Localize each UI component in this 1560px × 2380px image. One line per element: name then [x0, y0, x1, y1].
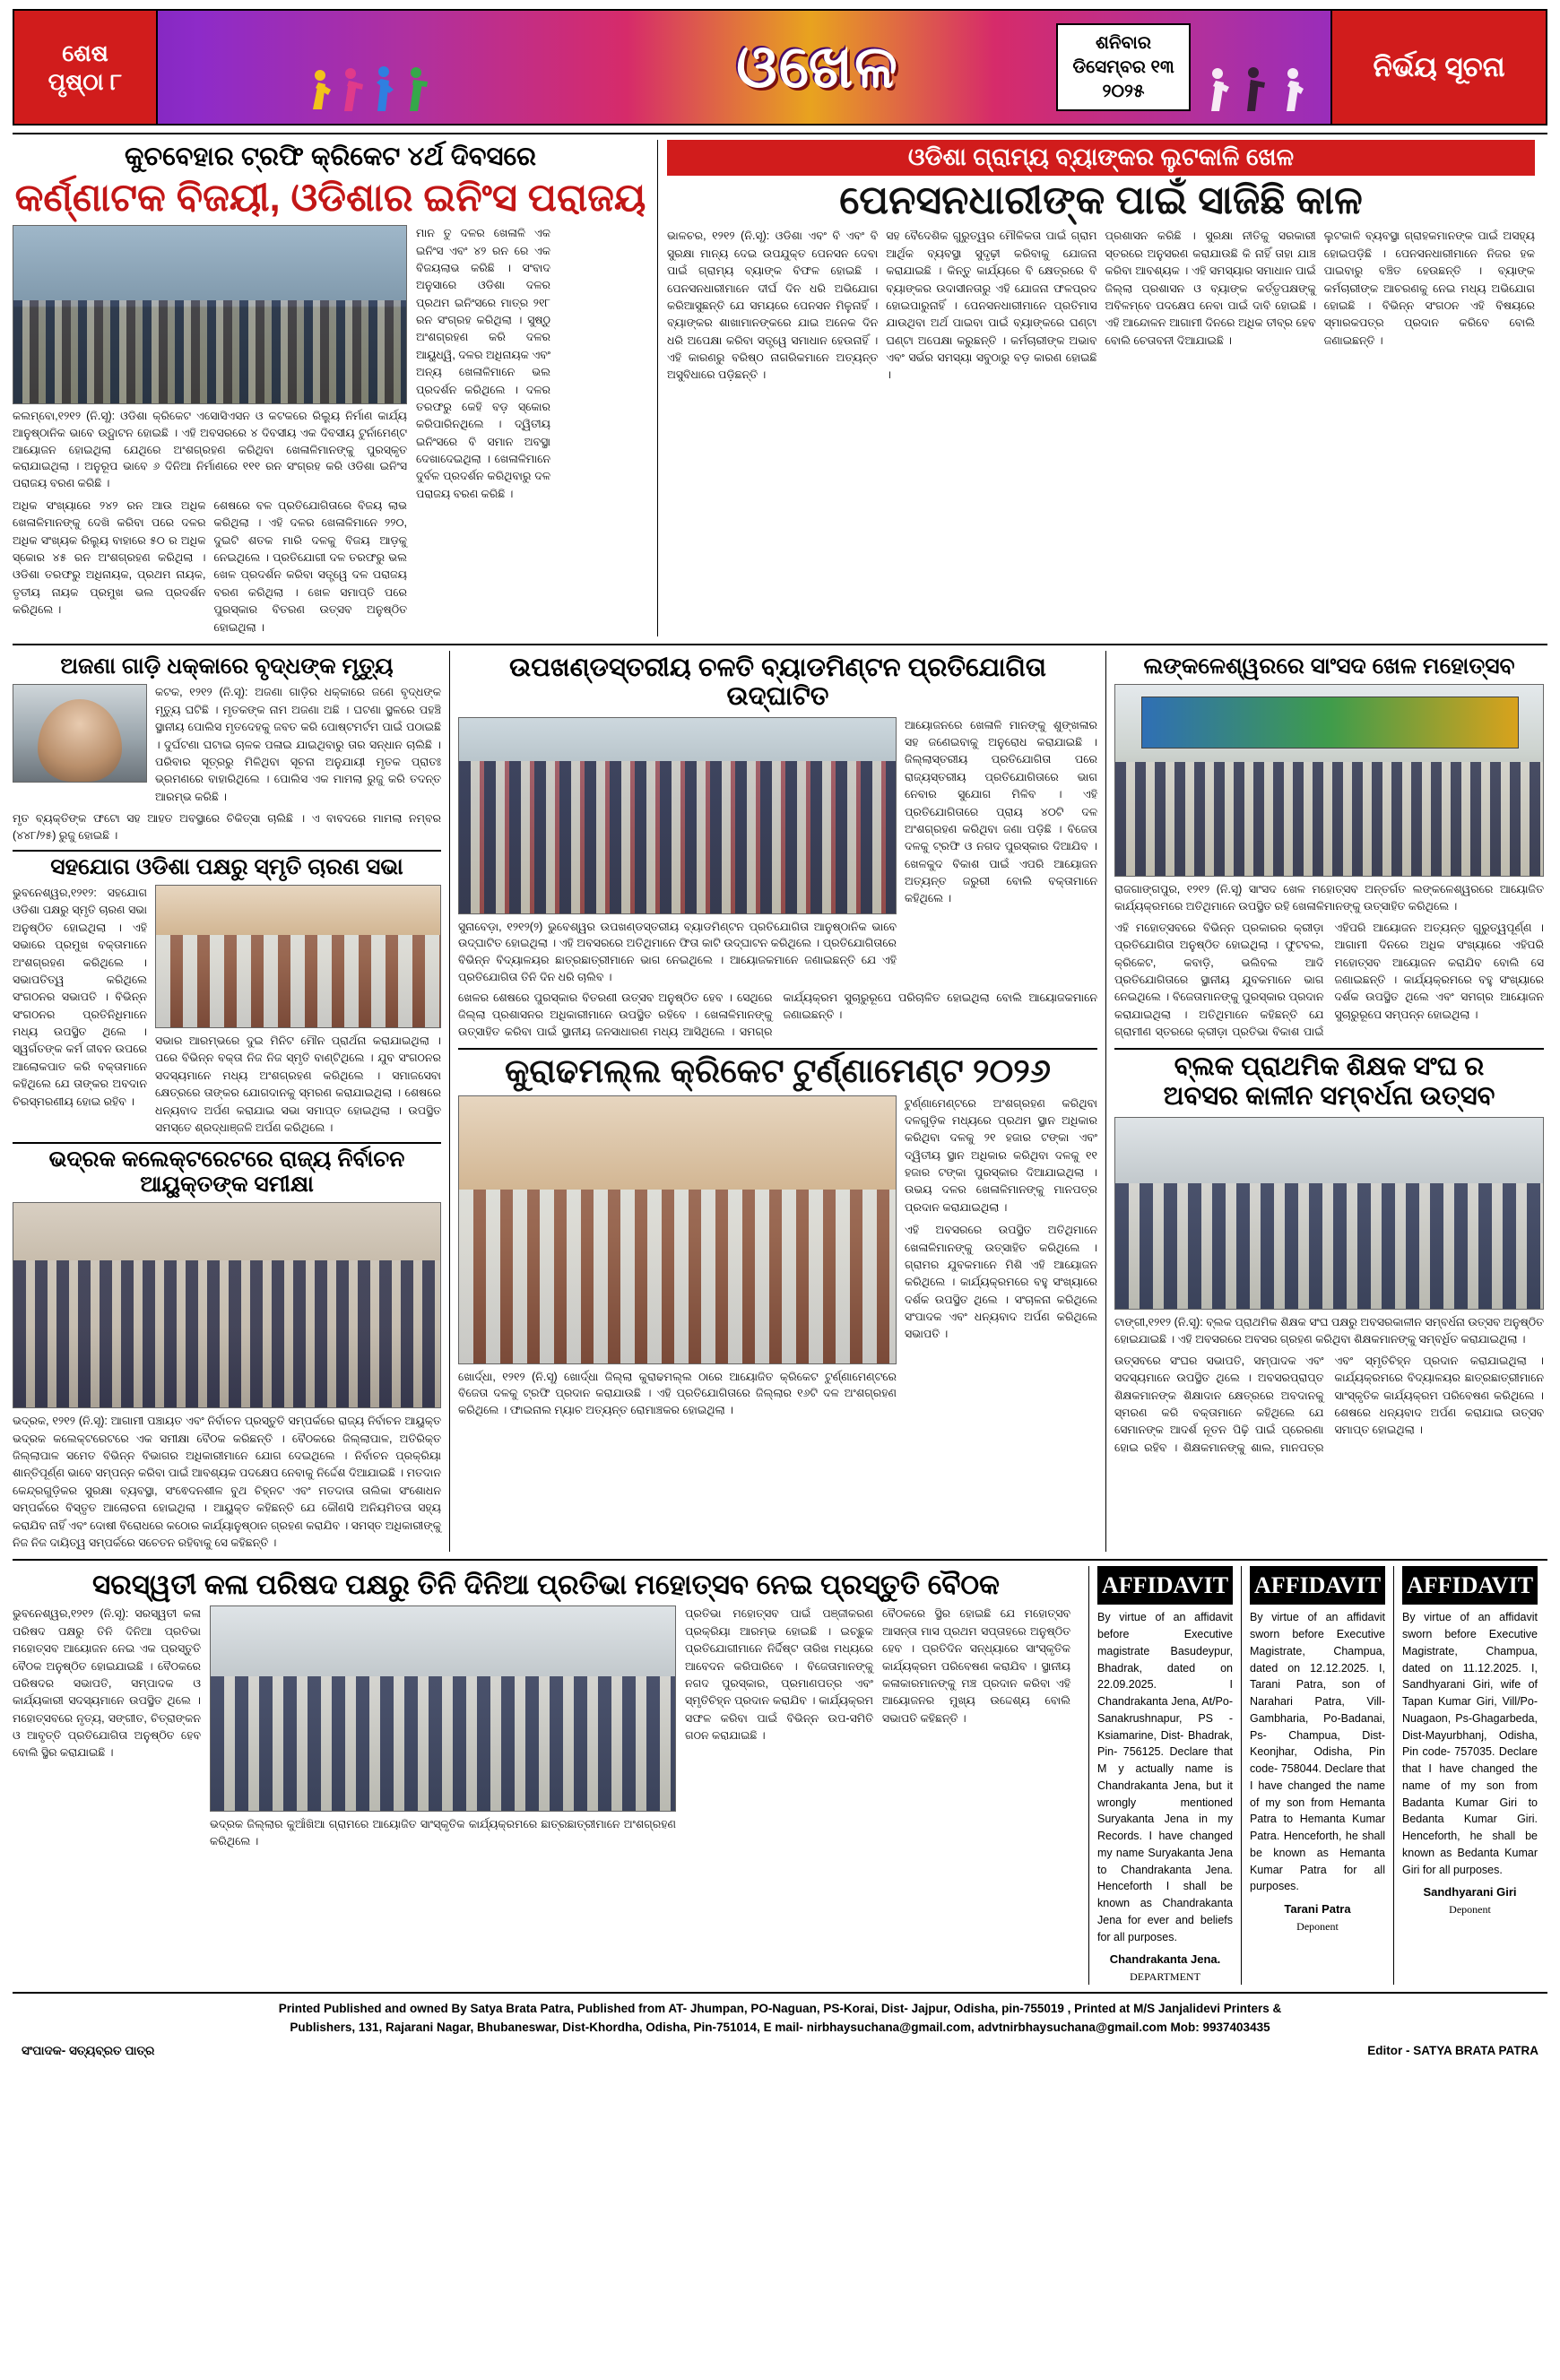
affidavit-2-deponent: Deponent	[1296, 1919, 1339, 1933]
culture-story	[13, 1566, 1088, 1985]
mp-sports-photo	[1114, 684, 1544, 877]
memorial-text-col1: ଭୁବନେଶ୍ୱର,୧୨୧୨: ସହଯୋଗ ଓଡିଶା ପକ୍ଷରୁ ସ୍ମୃତି ଚାରଣ ସଭା ଅନୁଷ୍ଠିତ ହୋଇଥିଲା । ଏହି ସଭାରେ ପ୍ରମୁଖ ବକ୍ତାମାନେ ଅଂଶଗ୍ରହଣ କରିଥିଲେ । ସଭାପତିତ୍ୱ କରିଥିଲେ ସଂଗଠନର ସଭାପତି । ବିଭିନ୍ନ ସଂଗଠନର ପ୍ରତିନିଧିମାନେ ମଧ୍ୟ ଉପସ୍ଥିତ ଥିଲେ । ସ୍ୱର୍ଗତଙ୍କ କର୍ମ ଜୀବନ ଉପରେ ଆଲୋକପାତ କରି ବକ୍ତାମାନେ କହିଥିଲେ ଯେ ତାଙ୍କର ଅବଦାନ ଚିରସ୍ମରଣୀୟ ହୋଇ ରହିବ ।	[13, 887, 147, 1108]
affidavit-1-deponent: DEPARTMENT	[1130, 1969, 1200, 1983]
affidavit-2-title: AFFIDAVIT	[1250, 1566, 1385, 1605]
culture-story-headline: ସରସ୍ୱତୀ କଳା ପରିଷଦ ପକ୍ଷରୁ ତିନି ଦିନିଆ ପ୍ରତିଭା ମହୋତ୍ସବ ନେଇ ପ୍ରସ୍ତୁତି ବୈଠକ	[92, 1569, 1000, 1601]
teacher-felicitation-photo	[1114, 1117, 1544, 1310]
accident-story-text: କଟକ, ୧୨୧୨ (ନି.ସୂ): ଅଜଣା ଗାଡ଼ିର ଧକ୍କାରେ ଜଣେ ବୃଦ୍ଧଙ୍କ ମୃତ୍ୟୁ ଘଟିଛି । ମୃତକଙ୍କ ନାମ ଅଜଣା ଅଛି । ଘଟଣା ସ୍ଥଳରେ ପହଞ୍ଚି ସ୍ଥାନୀୟ ପୋଲିସ ମୃତଦେହକୁ ଜବତ କରି ପୋଷ୍ଟମର୍ଟମ ପାଇଁ ପଠାଇଛି । ଦୁର୍ଘଟଣା ଘଟାଇ ଚାଳକ ପଳାଇ ଯାଇଥିବାରୁ ତାର ସନ୍ଧାନ ଚାଲିଛି । ପରିବାର ସୂତ୍ରରୁ ମିଳିଥିବା ସୂଚନା ଅନୁଯାୟୀ ମୃତକ ପ୍ରାତଃ ଭ୍ରମଣରେ ବାହାରିଥିଲେ । ପୋଲିସ ଏକ ମାମଲା ରୁଜୁ କରି ତଦନ୍ତ ଆରମ୍ଭ କରିଛି ।	[155, 686, 441, 803]
affidavit-1-body: By virtue of an affidavit before Executive magistrate Basudeypur, Bhadrak, dated on 22.09.2025. I Chandrakanta Jena, At/Po-Sanakrushnapur, PS -Ksiamarine, Dist- Bhadrak, Pin- 756125. Declare that M y actually name is Chandrakanta Jena, but it wrongly mentioned Suryakanta Jena in my Records. I have changed my name Suryakanta Jena to Chandrakanta Jena. Henceforth I shall be known as Chandrakanta Jena for ever and beliefs for all purposes.	[1097, 1611, 1233, 1943]
affidavit-2-body: By virtue of an affidavit sworn before Executive Magistrate, Champua, dated on 12.12.2025. I, Tarani Patra, son of Narahari Patra, Vill-Gambharia, Po-Badanai, Ps- Champua, Dist-Keonjhar, Odisha, Pin code- 758044. Declare that I have changed the name of my son from Hemanta Patra to Hemanta Kumar Patra. Henceforth, he shall be known as Hemanta Kumar Patra for all purposes.	[1250, 1611, 1385, 1893]
affidavit-2	[1241, 1566, 1393, 1985]
lead-left-headline: କର୍ଣ୍ଣାଟକ ବିଜୟୀ, ଓଡିଶାର ଇନିଂସ ପରାଜୟ	[14, 176, 646, 220]
teacher-felicitation-photo-caption: ଟାଙ୍ଗୀ,୧୨୧୨ (ନି.ସୂ): ବ୍ଲକ ପ୍ରାଥମିକ ଶିକ୍ଷକ ସଂଘ ପକ୍ଷରୁ ଅବସରକାଳୀନ ସମ୍ବର୍ଧନା ଉତ୍ସବ ଅନୁଷ୍ଠିତ ହୋଇଯାଇଛି । ଏହି ଅବସରରେ ଅବସର ଗ୍ରହଣ କରିଥିବା ଶିକ୍ଷକମାନଙ୍କୁ ସମ୍ବର୍ଧିତ କରାଯାଇଥିଲା ।	[1114, 1316, 1544, 1346]
teacher-felicitation-text: ଉତ୍ସବରେ ସଂଘର ସଭାପତି, ସମ୍ପାଦକ ଏବଂ ସଦସ୍ୟମାନେ ଉପସ୍ଥିତ ଥିଲେ । ଅବସରପ୍ରାପ୍ତ ଶିକ୍ଷକମାନଙ୍କ ଶିକ୍ଷାଦାନ କ୍ଷେତ୍ରରେ ଅବଦାନକୁ ସ୍ମରଣ କରି ବକ୍ତାମାନେ କହିଥିଲେ ଯେ ସେମାନଙ୍କ ଆଦର୍ଶ ନୂତନ ପିଢ଼ି ପାଇଁ ପ୍ରେରଣା ହୋଇ ରହିବ । ଶିକ୍ଷକମାନଙ୍କୁ ଶାଲ, ମାନପତ୍ର ଏବଂ ସ୍ମୃତିଚିହ୍ନ ପ୍ରଦାନ କରାଯାଇଥିଲା । କାର୍ଯ୍ୟକ୍ରମରେ ବିଦ୍ୟାଳୟର ଛାତ୍ରଛାତ୍ରୀମାନେ ସାଂସ୍କୃତିକ କାର୍ଯ୍ୟକ୍ରମ ପରିବେଷଣ କରିଥିଲେ । ଶେଷରେ ଧନ୍ୟବାଦ ଅର୍ପଣ କରାଯାଇ ଉତ୍ସବ ସମାପ୍ତ ହୋଇଥିଲା ।	[1114, 1354, 1544, 1454]
masthead-page-label-line1: ଶେଷ	[62, 39, 108, 66]
masthead-brand: ନିର୍ଭୟ ସୂଚନା	[1330, 11, 1546, 124]
culture-text-col2: ପ୍ରତିଭା ମହୋତ୍ସବ ପାଇଁ ପଞ୍ଜୀକରଣ ପ୍ରକ୍ରିୟା ଆରମ୍ଭ ହୋଇଛି । ଇଚ୍ଛୁକ ପ୍ରତିଯୋଗୀମାନେ ନିର୍ଦ୍ଦିଷ୍ଟ ତାରିଖ ମଧ୍ୟରେ ଆବେଦନ କରିପାରିବେ । ବିଜେତାମାନଙ୍କୁ ନଗଦ ପୁରସ୍କାର, ପ୍ରମାଣପତ୍ର ଏବଂ ସ୍ମୃତିଚିହ୍ନ ପ୍ରଦାନ କରାଯିବ । କାର୍ଯ୍ୟକ୍ରମ ସଫଳ କରିବା ପାଇଁ ବିଭିନ୍ନ ଉପ-ସମିତି ଗଠନ କରାଯାଇଛି ।	[685, 1607, 873, 1743]
teacher-felicitation-headline-line2: ଅବସର କାଳୀନ ସମ୍ବର୍ଧନା ଉତ୍ସବ	[1163, 1082, 1495, 1112]
lead-left-kicker: କୁଚବେହାର ଟ୍ରଫି କ୍ରିକେଟ ୪ର୍ଥ ଦିବସରେ	[125, 143, 536, 171]
cricket-tournament-headline: କୁରାଢମଲ୍ଲ କ୍ରିକେଟ ଟୁର୍ଣ୍ଣାମେଣ୍ଟ ୨୦୨୬	[505, 1052, 1051, 1089]
cricket-trophy-photo	[458, 1095, 897, 1364]
lead-right-headline: ପେନସନଧାରୀଙ୍କ ପାଇଁ ସାଜିଛି କାଳ	[839, 178, 1363, 222]
culture-photo	[210, 1605, 676, 1812]
footer-editor-odia: ସଂପାଦକ- ସତ୍ୟବ୍ରତ ପାତ୍ର	[22, 2044, 155, 2057]
masthead-title: ଓଖେଳ	[736, 32, 899, 100]
accident-victim-photo	[13, 684, 147, 783]
affidavits-section	[1088, 1566, 1546, 1985]
affidavit-3-signature: Sandhyarani Giri	[1423, 1885, 1517, 1900]
masthead	[13, 9, 1547, 125]
culture-photo-caption: ଭଦ୍ରକ ଜିଲ୍ଲାର କୁଆଁଖିଆ ଗ୍ରାମରେ ଆୟୋଜିତ ସାଂସ୍କୃତିକ କାର୍ଯ୍ୟକ୍ରମରେ ଛାତ୍ରଛାତ୍ରୀମାନେ ଅଂଶଗ୍ରହଣ କରିଥିଲେ ।	[210, 1818, 676, 1848]
masthead-page-label-line2: ପୃଷ୍ଠା ୮	[48, 68, 123, 95]
affidavit-3	[1393, 1566, 1546, 1985]
affidavit-3-deponent: Deponent	[1449, 1902, 1491, 1916]
culture-text-col3: ବୈଠକରେ ସ୍ଥିର ହୋଇଛି ଯେ ମହୋତ୍ସବ ଆସନ୍ତା ମାସ ପ୍ରଥମ ସପ୍ତାହରେ ଅନୁଷ୍ଠିତ ହେବ । ପ୍ରତିଦିନ ସନ୍ଧ୍ୟାରେ ସାଂସ୍କୃତିକ କାର୍ଯ୍ୟକ୍ରମ ପରିବେଷଣ କରାଯିବ । ସ୍ଥାନୀୟ କଳାକାରମାନଙ୍କୁ ମଞ୍ଚ ପ୍ରଦାନ କରିବା ଏହି ଆୟୋଜନର ମୁଖ୍ୟ ଉଦ୍ଦେଶ୍ୟ ବୋଲି ସଭାପତି କହିଛନ୍ତି ।	[882, 1607, 1070, 1725]
lead-left-col2: ଅଧିକ ସଂଖ୍ୟାରେ ୨୪୨ ରନ ଆଉ ଅଧିକ ଖେଳାଳିମାନଙ୍କୁ ଦେଖି କରିବା ପରେ ଦଳର ଅଧିକ ସଂଖ୍ୟକ ରିଲ୍ୟୁ ବାହାରେ ୫୦ ର ଅଧିକ ସ୍କୋର ୪୫ ରନ ଅଂଶଗ୍ରହଣ କରିଥିଲା । ଓଡିଶା ତରଫରୁ ଅଧିନାୟକ, ପ୍ରଥମ ନାୟକ, ତୃତୀୟ ନାୟକ ପ୍ରମୁଖ ଭଲ ପ୍ରଦର୍ଶନ କରିଥିଲେ ।	[13, 498, 206, 617]
memorial-meeting-headline: ସହଯୋଗ ଓଡିଶା ପକ୍ଷରୁ ସ୍ମୃତି ଚାରଣ ସଭା	[50, 853, 403, 879]
masthead-date-month: ଡିସେମ୍ବର ୧୩	[1072, 56, 1174, 77]
badminton-text-col1: ଆୟୋଜନରେ ଖେଳାଳି ମାନଙ୍କୁ ଶୁଙ୍ଖଳାର ସହ ଜଣେଇବାକୁ ଅନୁରୋଧ କରାଯାଇଛି । ଜିଲ୍ଲାସ୍ତରୀୟ ପ୍ରତିଯୋଗିତା ପରେ ରାଜ୍ୟସ୍ତରୀୟ ପ୍ରତିଯୋଗିତାରେ ଭାଗ ନେବାର ସୁଯୋଗ ମିଳିବ । ଏହି ପ୍ରତିଯୋଗିତାରେ ପ୍ରାୟ ୪୦ଟି ଦଳ ଅଂଶଗ୍ରହଣ କରିଥିବା ଜଣା ପଡ଼ିଛି । ବିଜେତା ଦଳକୁ ଟ୍ରଫି ଓ ନଗଦ ପୁରସ୍କାର ଦିଆଯିବ । ଖେଳକୁଦ ବିକାଶ ପାଇଁ ଏପରି ଆୟୋଜନ ଅତ୍ୟନ୍ତ ଜରୁରୀ ବୋଲି ବକ୍ତାମାନେ କହିଥିଲେ ।	[905, 718, 1097, 905]
sports-silhouettes-right	[1196, 11, 1330, 124]
affidavit-1	[1088, 1566, 1241, 1985]
election-review-text: ଭଦ୍ରକ, ୧୨୧୨ (ନି.ସୂ): ଆଗାମୀ ପଞ୍ଚାୟତ ଏବଂ ନିର୍ବାଚନ ପ୍ରସ୍ତୁତି ସମ୍ପର୍କରେ ରାଜ୍ୟ ନିର୍ବାଚନ ଆୟୁକ୍ତ ଭଦ୍ରକ କଲେକ୍ଟରେଟରେ ଏକ ସମୀକ୍ଷା ବୈଠକ କରିଛନ୍ତି । ବୈଠକରେ ଜିଲ୍ଲାପାଳ, ଅତିରିକ୍ତ ଜିଲ୍ଲାପାଳ ସମେତ ବିଭିନ୍ନ ବିଭାଗର ଅଧିକାରୀମାନେ ଯୋଗ ଦେଇଥିଲେ । ନିର୍ବାଚନ ପ୍ରକ୍ରିୟା ଶାନ୍ତିପୂର୍ଣ୍ଣ ଭାବେ ସମ୍ପନ୍ନ କରିବା ପାଇଁ ଆବଶ୍ୟକ ପଦକ୍ଷେପ ନେବାକୁ ନିର୍ଦ୍ଦେଶ ଦିଆଯାଇଛି । ମତଦାନ କେନ୍ଦ୍ରଗୁଡ଼ିକର ସୁରକ୍ଷା ବ୍ୟବସ୍ଥା, ସଂଵେଦନଶୀଳ ବୁଥ ଚିହ୍ନଟ ଏବଂ ମତଦାତା ତାଲିକା ସଂଶୋଧନ ସମ୍ପର୍କରେ ବିସ୍ତୃତ ଆଲୋଚନା ହୋଇଥିଲା । ଆୟୁକ୍ତ କହିଛନ୍ତି ଯେ କୌଣସି ଅନିୟମିତତା ସହ୍ୟ କରାଯିବ ନାହିଁ ଏବଂ ଦୋଷୀ ବିରୋଧରେ କଠୋର କାର୍ଯ୍ୟାନୁଷ୍ଠାନ ଗ୍ରହଣ କରାଯିବ । ସମସ୍ତ ଅଧିକାରୀଙ୍କୁ ନିଜ ନିଜ ଦାୟିତ୍ୱ ସମ୍ପର୍କରେ ସଚେତନ ରହିବାକୁ ସେ କହିଛନ୍ତି ।	[13, 1415, 441, 1549]
affidavit-3-body: By virtue of an affidavit sworn before Executive Magistrate, Champua, dated on 11.12.2025. I, Sandhyarani Giri, wife of Tapan Kumar Giri, Vill/Po-Nuagaon, Ps-Ghagarbeda, Dist-Mayurbhanj, Odisha, Pin code- 757035. Declare that I have changed the name of my son from Badanta Kumar Giri to Bedanta Kumar Giri. Henceforth, he shall be known as Bedanta Kumar Giri for all purposes.	[1402, 1611, 1538, 1876]
middle-band	[13, 644, 1547, 1552]
lead-left-photo-caption: କଲମ୍ବୋ,୧୨୧୨ (ନି.ସୂ): ଓଡିଶା କ୍ରିକେଟ ଏସୋସିଏସନ ଓ କଟକରେ ରିଲ୍ୟୁ ନିର୍ମାଣ କାର୍ଯ୍ୟ ଆନୁଷ୍ଠାନିକ ଭାବେ ଉଦ୍ଘାଟନ ହୋଇଛି । ଏହି ଅବସରରେ ୪ ଦିବସୀୟ ଏକ ଦିବସୀୟ ଟୁର୍ନାମେଣ୍ଟ ଆୟୋଜନ ହୋଇଥିଲା ଯେଥିରେ ଅଂଶଗ୍ରହଣ କରିଥିବା ଖେଳାଳିମାନଙ୍କୁ ପୁରସ୍କୃତ କରାଯାଇଥିଲା । ଅନୁରୂପ ଭାବେ ୬ ଦିନିଆ ନିର୍ମାଣରେ ୧୧୧ ରନ ସଂଗ୍ରହ କରି ଓଡିଶା ଇନିଂସ ପରାଜୟ ବରଣ କରିଛି ।	[13, 410, 407, 490]
teacher-felicitation-headline-line1: ବ୍ଲକ ପ୍ରାଥମିକ ଶିକ୍ଷକ ସଂଘ ର	[1174, 1052, 1485, 1081]
middle-center-column	[450, 651, 1106, 1552]
memorial-meeting-photo	[155, 885, 441, 1028]
middle-left-column	[13, 651, 450, 1552]
election-review-headline: ଭଦ୍ରକ କଲେକ୍ଟରେଟରେ ରାଜ୍ୟ ନିର୍ବାଚନ ଆୟୁକ୍ତଙ୍କ ସମୀକ୍ଷା	[48, 1147, 405, 1197]
masthead-title-block	[585, 11, 1051, 124]
accident-photo-caption: ମୃତ ବ୍ୟକ୍ତିଙ୍କ ଫଟୋ ସହ ଆହତ ଅବସ୍ଥାରେ ଚିକିତ୍ସା ଚାଲିଛି । ଏ ବାବଦରେ ମାମଲା ନମ୍ବର (୪୪୮/୨୫) ରୁଜୁ ହୋଇଛି ।	[13, 812, 441, 842]
lead-left-col3: ଶେଷରେ ବଳ ପ୍ରତିଯୋଗିତାରେ ବିଜୟ ଲାଭ କରିଥିଲା । ଏହି ଦଳର ଖେଳାଳିମାନେ ୨୨୦, ଦୁଇଟି ଶତକ ମାରି ଦଳକୁ ବିଜୟ ଆଡ଼କୁ ନେଇଥିଲେ । ପ୍ରତିଯୋଗୀ ଦଳ ତରଫରୁ ଭଲ ଖେଳ ପ୍ରଦର୍ଶନ କରିବା ସତ୍ତ୍ୱେ ଦଳ ପରାଜୟ ବରଣ କରିଥିଲା । ଖେଳ ସମାପ୍ତି ପରେ ପୁରସ୍କାର ବିତରଣ ଉତ୍ସବ ଅନୁଷ୍ଠିତ ହୋଇଥିଲା ।	[213, 498, 407, 634]
cricket-photo-caption: ଖୋର୍ଦ୍ଧା, ୧୨୧୨ (ନି.ସୂ) ଖୋର୍ଦ୍ଧା ଜିଲ୍ଲା କୁରାଢମଲ୍ଲ ଠାରେ ଆୟୋଜିତ କ୍ରିକେଟ ଟୁର୍ଣ୍ଣାମେଣ୍ଟରେ ବିଜେତା ଦଳକୁ ଟ୍ରଫି ପ୍ରଦାନ କରାଯାଉଛି । ଏହି ପ୍ରତିଯୋଗିତାରେ ଜିଲ୍ଲାର ୧୬ଟି ଦଳ ଅଂଶଗ୍ରହଣ କରିଥିଲେ । ଫାଇନାଲ ମ୍ୟାଚ ଅତ୍ୟନ୍ତ ରୋମାଞ୍ଚକର ହୋଇଥିଲା ।	[458, 1370, 897, 1417]
mp-sports-text: ଏହି ମହୋତ୍ସବରେ ବିଭିନ୍ନ ପ୍ରକାରର କ୍ରୀଡ଼ା ପ୍ରତିଯୋଗିତା ଅନୁଷ୍ଠିତ ହୋଇଥିଲା । ଫୁଟବଲ, କ୍ରିକେଟ, କବାଡ଼ି, ଭଲିବଲ ଆଦି ପ୍ରତିଯୋଗିତାରେ ସ୍ଥାନୀୟ ଯୁବକମାନେ ଭାଗ ନେଇଥିଲେ । ବିଜେତାମାନଙ୍କୁ ପୁରସ୍କାର ପ୍ରଦାନ କରାଯାଇଥିଲା । ଅତିଥିମାନେ କହିଛନ୍ତି ଯେ ଗ୍ରାମୀଣ ସ୍ତରରେ କ୍ରୀଡ଼ା ପ୍ରତିଭା ବିକାଶ ପାଇଁ ଏହିପରି ଆୟୋଜନ ଅତ୍ୟନ୍ତ ଗୁରୁତ୍ୱପୂର୍ଣ୍ଣ । ଆଗାମୀ ଦିନରେ ଅଧିକ ସଂଖ୍ୟାରେ ଏହିପରି ମହୋତ୍ସବ ଆୟୋଜନ କରାଯିବ ବୋଲି ସେ ଜଣାଇଛନ୍ତି । କାର୍ଯ୍ୟକ୍ରମରେ ବହୁ ସଂଖ୍ୟାରେ ଦର୍ଶକ ଉପସ୍ଥିତ ଥିଲେ ଏବଂ ସମଗ୍ର ଆୟୋଜନ ସୁଚାରୁରୂପେ ସମ୍ପନ୍ନ ହୋଇଥିଲା ।	[1114, 921, 1544, 1039]
masthead-date-year: ୨୦୨୫	[1102, 81, 1145, 101]
masthead-page-label	[14, 11, 158, 124]
affidavit-1-signature: Chandrakanta Jena.	[1109, 1952, 1221, 1967]
culture-text-col1: ଭୁବନେଶ୍ୱର,୧୨୧୨ (ନି.ସୂ): ସରସ୍ୱତୀ କଳା ପରିଷଦ ପକ୍ଷରୁ ତିନି ଦିନିଆ ପ୍ରତିଭା ମହୋତ୍ସବ ଆୟୋଜନ ନେଇ ଏକ ପ୍ରସ୍ତୁତି ବୈଠକ ଅନୁଷ୍ଠିତ ହୋଇଯାଇଛି । ବୈଠକରେ ପରିଷଦର ସଭାପତି, ସମ୍ପାଦକ ଓ କାର୍ଯ୍ୟକାରୀ ସଦସ୍ୟମାନେ ଉପସ୍ଥିତ ଥିଲେ । ମହୋତ୍ସବରେ ନୃତ୍ୟ, ସଙ୍ଗୀତ, ଚିତ୍ରାଙ୍କନ ଓ ଆବୃତ୍ତି ପ୍ରତିଯୋଗିତା ଅନୁଷ୍ଠିତ ହେବ ବୋଲି ସ୍ଥିର କରାଯାଇଛି ।	[13, 1607, 201, 1760]
footer-editor-english: Editor - SATYA BRATA PATRA	[1367, 2044, 1538, 2057]
accident-story-headline: ଅଜଣା ଗାଡ଼ି ଧକ୍କାରେ ବୃଦ୍ଧଙ୍କ ମୃତ୍ୟୁ	[60, 653, 394, 679]
lead-right-col4: ଲୁଟକାଳି ବ୍ୟବସ୍ଥା ଗ୍ରାହକମାନଙ୍କ ପାଇଁ ଅସହ୍ୟ ହୋଇପଡ଼ିଛି । ପେନସନଧାରୀମାନେ ନିଜର ହକ ପାଇବାରୁ ବଞ୍ଚିତ ହେଉଛନ୍ତି । ବ୍ୟାଙ୍କ କର୍ମଚାରୀଙ୍କ ଆଚରଣକୁ ନେଇ ମଧ୍ୟ ଅଭିଯୋଗ ହୋଇଛି । ବିଭିନ୍ନ ସଂଗଠନ ଏହି ବିଷୟରେ ସ୍ମାରକପତ୍ର ପ୍ରଦାନ କରିବେ ବୋଲି ଜଣାଇଛନ୍ତି ।	[1323, 229, 1535, 347]
cricket-text-col1: ଟୁର୍ଣ୍ଣାମେଣ୍ଟରେ ଅଂଶଗ୍ରହଣ କରିଥିବା ଦଳଗୁଡ଼ିକ ମଧ୍ୟରେ ପ୍ରଥମ ସ୍ଥାନ ଅଧିକାର କରିଥିବା ଦଳକୁ ୨୧ ହଜାର ଟଙ୍କା ଏବଂ ଦ୍ୱିତୀୟ ସ୍ଥାନ ଅଧିକାର କରିଥିବା ଦଳକୁ ୧୧ ହଜାର ଟଙ୍କା ପୁରସ୍କାର ଦିଆଯାଇଥିଲା । ଉଭୟ ଦଳର ଖେଳାଳିମାନଙ୍କୁ ମାନପତ୍ର ପ୍ରଦାନ କରାଯାଇଥିଲା ।	[905, 1096, 1097, 1214]
lead-right-col1: ଭାଳଚର, ୧୨୧୨ (ନି.ସୂ): ଓଡିଶା ଏବଂ ବି ଏବଂ ବି ସୁରକ୍ଷା ମାନ୍ୟ ଦେଇ ଉପଯୁକ୍ତ ପେନସନ ଦେବା ପାଇଁ ଗ୍ରାମ୍ୟ ବ୍ୟାଙ୍କ ବିଫଳ ହୋଇଛି । ପେନସନଧାରୀମାନେ ଦୀର୍ଘ ଦିନ ଧରି ଅଭିଯୋଗ କରିଆସୁଛନ୍ତି ଯେ ସମୟରେ ପେନସନ ମିଳୁନାହିଁ । ବ୍ୟାଙ୍କର ଶାଖାମାନଙ୍କରେ ଯାଇ ଅନେକ ଦିନ ଧରି ଅପେକ୍ଷା କରିବା ସତ୍ତ୍ୱେ ସମାଧାନ ହେଉନାହିଁ । ଏହି କାରଣରୁ ବରିଷ୍ଠ ନାଗରିକମାନେ ଅତ୍ୟନ୍ତ ଅସୁବିଧାରେ ପଡ଼ିଛନ୍ତି ।	[667, 229, 879, 382]
affidavit-3-title: AFFIDAVIT	[1402, 1566, 1538, 1605]
middle-right-column	[1106, 651, 1544, 1552]
top-band	[13, 133, 1547, 636]
lead-right-col3: ପ୍ରଶାସନ କରିଛି । ସୁରକ୍ଷା ନୀତିକୁ ସରକାରୀ ସ୍ତରରେ ଅନୁସରଣ କରାଯାଉଛି କି ନାହିଁ ତାହା ଯାଞ୍ଚ କରିବା ଆବଶ୍ୟକ । ଏହି ସମସ୍ୟାର ସମାଧାନ ପାଇଁ ଜିଲ୍ଲା ପ୍ରଶାସନ ଓ ବ୍ୟାଙ୍କ କର୍ତ୍ତୃପକ୍ଷଙ୍କୁ ଅବିଳମ୍ବେ ପଦକ୍ଷେପ ନେବା ପାଇଁ ଦାବି ହୋଇଛି । ଏହି ଆନ୍ଦୋଳନ ଆଗାମୀ ଦିନରେ ଅଧିକ ତୀବ୍ର ହେବ ବୋଲି ଚେତାବନୀ ଦିଆଯାଇଛି ।	[1105, 229, 1316, 347]
lead-left-col1: ମାନ ତୁ ଦଳର ଖେଳାଳି ଏକ ଇନିଂସ ଏବଂ ୪୨ ରନ ରେ ଏକ ବିଜୟଲାଭ କରିଛି । ସଂବାଦ ଅନୁସାରେ ଓଡିଶା ଦଳର ପ୍ରଥମ ଇନିଂସରେ ମାତ୍ର ୨୧୮ ରନ ସଂଗ୍ରହ କରିଥିଲା । ସୁଷ୍ଠୁ ଅଂଶଗ୍ରହଣ କରି ଦଳର ଆୟୁଧ୍ୱି, ଦଳର ଅଧିନାୟକ ଏବଂ ଅନ୍ୟ ଖେଳାଳିମାନେ ଭଲ ପ୍ରଦର୍ଶନ କରିଥିଲେ । ଦଳର ତରଫରୁ କେହି ବଡ଼ ସ୍କୋର କରିପାରିନଥିଲେ । ଦ୍ୱିତୀୟ ଇନିଂସରେ ବି ସମାନ ଅବସ୍ଥା ଦେଖାଦେଇଥିଲା । ଖେଳାଳିମାନେ ଦୁର୍ବଳ ପ୍ରଦର୍ଶନ କରିଥିବାରୁ ଦଳ ପରାଜୟ ବରଣ କରିଛି ।	[416, 227, 550, 500]
sports-silhouettes-left	[158, 11, 585, 124]
bottom-band	[13, 1559, 1547, 1985]
affidavit-1-title: AFFIDAVIT	[1097, 1566, 1233, 1605]
mp-sports-headline: ଲଙ୍କଳେଶ୍ୱରରେ ସାଂସଦ ଖେଳ ମହୋତ୍ସବ	[1143, 653, 1515, 679]
page-footer	[13, 1992, 1547, 2061]
lead-right-col2: ସହ ବୈଦେଶିକ ଗୁରୁତ୍ୱର ମୌଳିକତା ପାଇଁ ଗ୍ରାମ ଆର୍ଥିକ ବ୍ୟବସ୍ଥା ସୁଦୃଢ଼ୀ କରିବାକୁ ଯୋଜନା କରାଯାଇଛି । କିନ୍ତୁ କାର୍ଯ୍ୟରେ ବି କ୍ଷେତ୍ରରେ ବି ବ୍ୟାଙ୍କର ଉଦାସୀନତାରୁ ଏହି ଯୋଜନା ଫଳପ୍ରଦ ହୋଇପାରୁନାହିଁ । ପେନସନଧାରୀମାନେ ପ୍ରତିମାସ ଯାଉଥିବା ଅର୍ଥ ପାଇବା ପାଇଁ ବ୍ୟାଙ୍କରେ ଘଣ୍ଟା ଘଣ୍ଟା ଅପେକ୍ଷା କରୁଛନ୍ତି । କର୍ମଚାରୀଙ୍କ ଅଭାବ ଏବଂ ସର୍ଭର ସମସ୍ୟା ସବୁଠାରୁ ବଡ଼ କାରଣ ହୋଇଛି ।	[886, 229, 1097, 382]
footer-line-2: Publishers, 131, Rajarani Nagar, Bhubaneswar, Dist-Khordha, Odisha, Pin-751014, E mail- nirbhaysuchana@gmail.com, advtnirbhaysuchana@gmail.com Mob: 9937403435	[290, 2021, 1270, 2035]
lead-story-left	[13, 140, 658, 636]
footer-line-1: Printed Published and owned By Satya Brata Patra, Published from AT- Jhumpan, PO-Naguan, PS-Korai, Dist- Jajpur, Odisha, pin-755019 , Printed at M/S Janjalidevi Printers &	[278, 2001, 1282, 2015]
badminton-photo	[458, 717, 897, 914]
affidavit-2-signature: Tarani Patra	[1284, 1902, 1351, 1917]
badminton-text-col2: ଖେଳର ଶେଷରେ ପୁରସ୍କାର ବିତରଣୀ ଉତ୍ସବ ଅନୁଷ୍ଠିତ ହେବ । ସେଥିରେ ଜିଲ୍ଲା ପ୍ରଶାସନର ଅଧିକାରୀମାନେ ଉପସ୍ଥିତ ରହିବେ । ଖେଳାଳିମାନଙ୍କୁ ଉତ୍ସାହିତ କରିବା ପାଇଁ ସ୍ଥାନୀୟ ଜନସାଧାରଣ ମଧ୍ୟ ଆସିଥିଲେ । ସମଗ୍ର କାର୍ଯ୍ୟକ୍ରମ ସୁଚାରୁରୂପେ ପରିଚାଳିତ ହୋଇଥିଲା ବୋଲି ଆୟୋଜକମାନେ ଜଣାଇଛନ୍ତି ।	[458, 991, 1097, 1039]
athlete-icons-left	[304, 29, 438, 118]
badminton-photo-caption: ସୁନାବେଡ଼ା, ୧୨୧୨(୨) ଭୁବେଶ୍ୱର ଉପଖଣ୍ଡସ୍ତରୀୟ ବ୍ୟାଡମିଣ୍ଟନ ପ୍ରତିଯୋଗିତା ଆନୁଷ୍ଠାନିକ ଭାବେ ଉଦ୍‌ଘାଟିତ ହୋଇଥିଲା । ଏହି ଅବସରରେ ଅତିଥିମାନେ ଫିତା କାଟି ଉଦ୍‌ଘାଟନ କରିଥିଲେ । ପ୍ରତିଯୋଗିତାରେ ବିଭିନ୍ନ ବିଦ୍ୟାଳୟର ଛାତ୍ରଛାତ୍ରୀମାନେ ଭାଗ ନେଇଥିଲେ । ଆୟୋଜକମାନେ ଜଣାଇଛନ୍ତି ଯେ ଏହି ପ୍ରତିଯୋଗିତା ତିନି ଦିନ ଧରି ଚାଲିବ ।	[458, 920, 897, 983]
cricket-text-col2: ଏହି ଅବସରରେ ଉପସ୍ଥିତ ଅତିଥିମାନେ ଖେଳାଳିମାନଙ୍କୁ ଉତ୍ସାହିତ କରିଥିଲେ । ଗ୍ରାମର ଯୁବକମାନେ ମିଶି ଏହି ଆୟୋଜନ କରିଥିଲେ । କାର୍ଯ୍ୟକ୍ରମରେ ବହୁ ସଂଖ୍ୟାରେ ଦର୍ଶକ ଉପସ୍ଥିତ ଥିଲେ । ସଂଚାଳନା କରିଥିଲେ ସଂପାଦକ ଏବଂ ଧନ୍ୟବାଦ ଅର୍ପଣ କରିଥିଲେ ସଭାପତି ।	[905, 1224, 1097, 1341]
memorial-text-col2: ସଭାର ଆରମ୍ଭରେ ଦୁଇ ମିନିଟ ମୌନ ପ୍ରାର୍ଥନା କରାଯାଇଥିଲା । ପରେ ବିଭିନ୍ନ ବକ୍ତା ନିଜ ନିଜ ସ୍ମୃତି ବାଣ୍ଟିଥିଲେ । ଯୁବ ସଂଗଠନର ସଦସ୍ୟମାନେ ମଧ୍ୟ ଅଂଶଗ୍ରହଣ କରିଥିଲେ । ସମାଜସେବା କ୍ଷେତ୍ରରେ ତାଙ୍କର ଯୋଗଦାନକୁ ସ୍ମରଣ କରାଯାଇଥିଲା । ଶେଷରେ ଧନ୍ୟବାଦ ଅର୍ପଣ କରାଯାଇ ସଭା ସମାପ୍ତ ହୋଇଥିଲା । ଉପସ୍ଥିତ ସମସ୍ତେ ଶ୍ରଦ୍ଧାଞ୍ଜଳି ଅର୍ପଣ କରିଥିଲେ ।	[155, 1034, 441, 1134]
mp-sports-photo-caption: ରାଜଗାଙ୍ଗପୁର, ୧୨୧୨ (ନି.ସୂ) ସାଂସଦ ଖେଳ ମହୋତ୍ସବ ଅନ୍ତର୍ଗତ ଲଙ୍କଳେଶ୍ୱରରେ ଆୟୋଜିତ କାର୍ଯ୍ୟକ୍ରମରେ ଅତିଥିମାନେ ଉପସ୍ଥିତ ରହି ଖେଳାଳିମାନଙ୍କୁ ଉତ୍ସାହିତ କରିଥିଲେ ।	[1114, 883, 1544, 913]
lead-left-photo	[13, 225, 407, 404]
masthead-date	[1056, 23, 1191, 111]
lead-right-banner: ଓଡିଶା ଗ୍ରାମ୍ୟ ବ୍ୟାଙ୍କର ଲୁଟକାଳି ଖେଳ	[667, 140, 1535, 176]
masthead-date-day: ଶନିବାର	[1095, 32, 1152, 53]
athlete-icons-right	[1200, 29, 1326, 118]
election-review-photo	[13, 1202, 441, 1408]
lead-story-right	[658, 140, 1535, 636]
badminton-headline: ଉପଖଣ୍ଡସ୍ତରୀୟ ଚଳତି ବ୍ୟାଡମିଣ୍ଟନ ପ୍ରତିଯୋଗିତା ଉଦ୍‌ଘାଟିତ	[509, 653, 1046, 711]
